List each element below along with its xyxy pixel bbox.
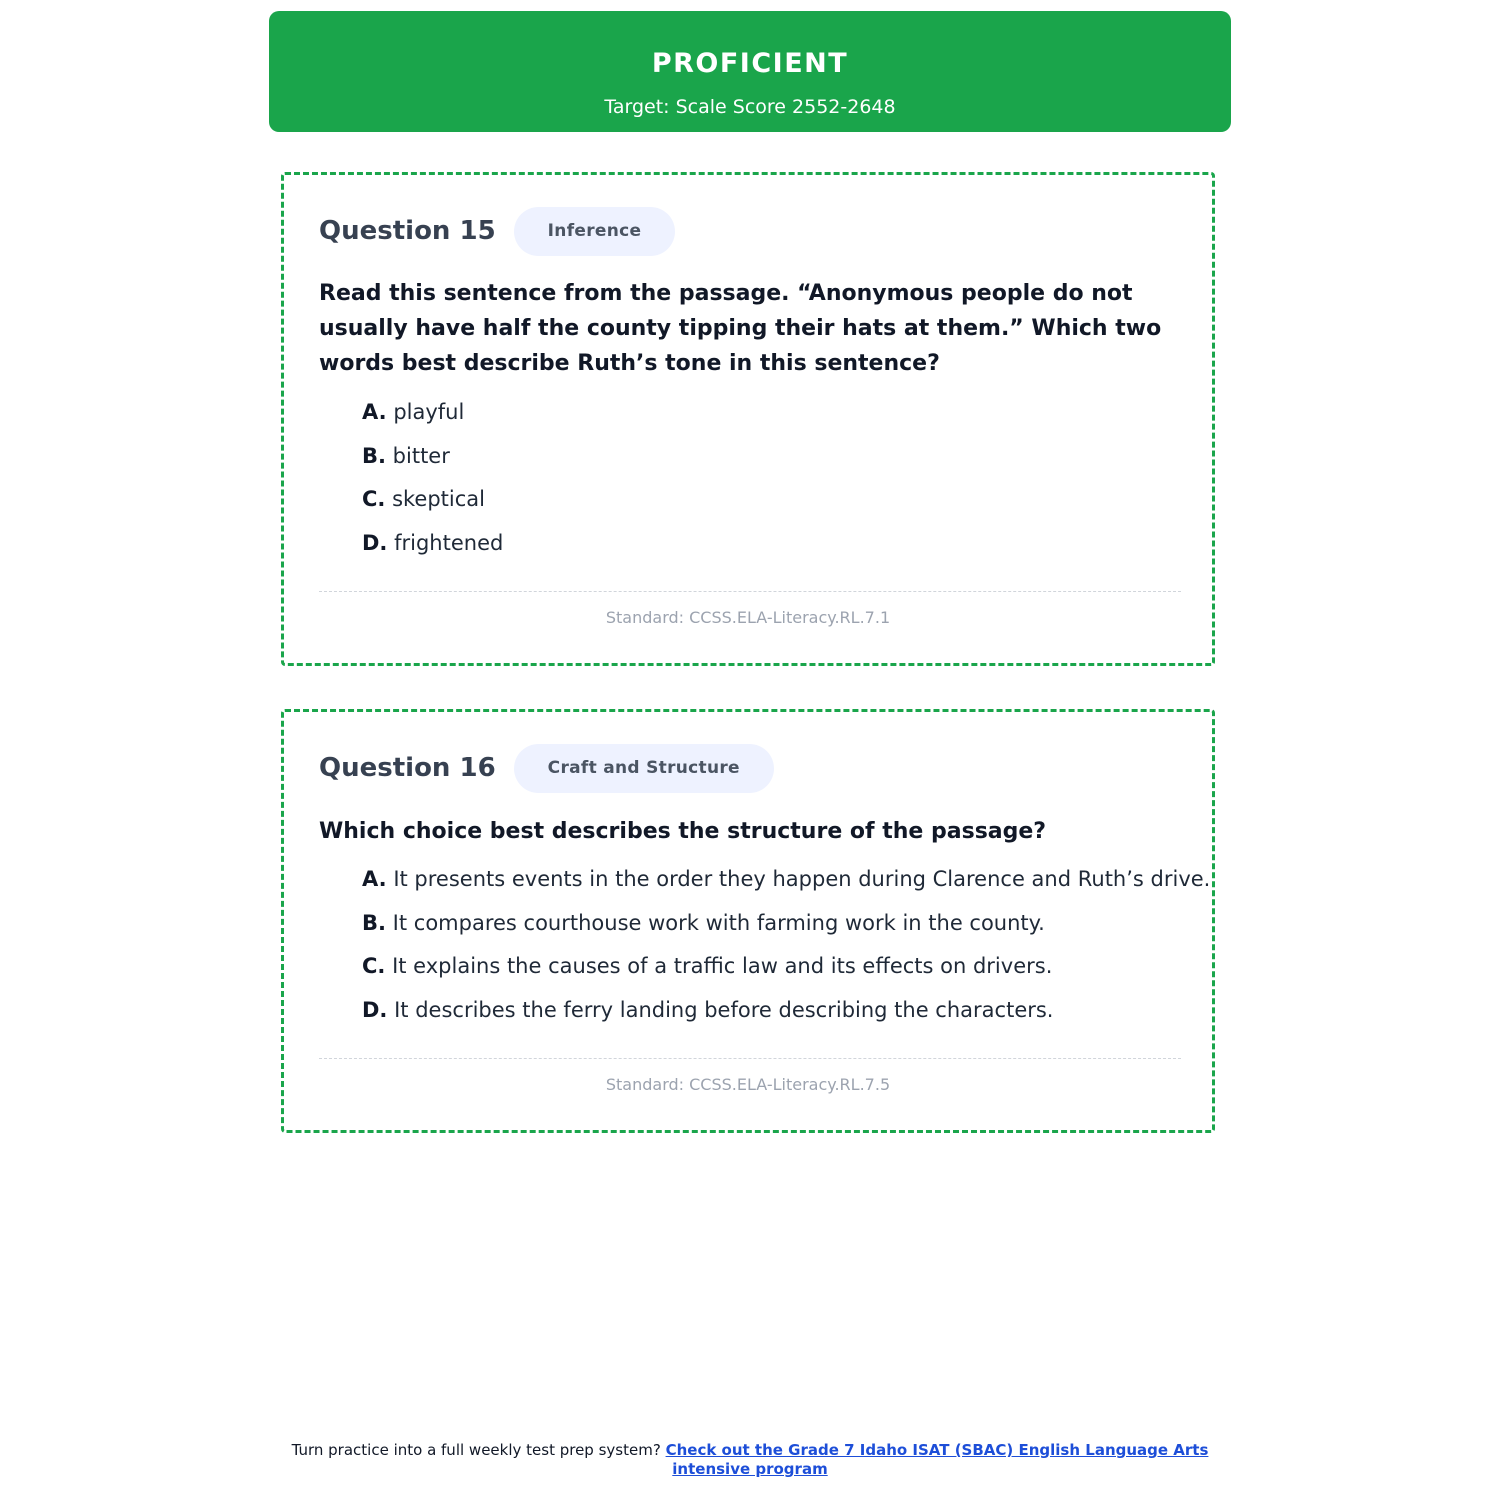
target-score-text: Target: Scale Score 2552-2648 bbox=[604, 96, 896, 118]
question-text: Read this sentence from the passage. “Anonymous people do not usually have half the county tipping their hats at them.” Which two words best describe Ruth’s tone in this sentence? bbox=[319, 281, 1162, 376]
answer-option-a[interactable] bbox=[362, 397, 1192, 441]
question-header bbox=[319, 743, 774, 793]
standard-label: Standard: CCSS.ELA-Literacy.RL.7.1 bbox=[605, 608, 891, 627]
promo-footer bbox=[270, 1441, 1230, 1479]
answer-option-c[interactable] bbox=[362, 484, 1192, 528]
option-letter: A. bbox=[362, 867, 387, 891]
option-text: It explains the causes of a traffic law and its effects on drivers. bbox=[392, 954, 1053, 979]
answer-option-d[interactable] bbox=[362, 995, 1192, 1039]
standard-label: Standard: CCSS.ELA-Literacy.RL.7.5 bbox=[605, 1075, 891, 1094]
level-banner bbox=[269, 11, 1231, 132]
option-text: bitter bbox=[392, 443, 450, 468]
option-text: It presents events in the order they happen during Clarence and Ruth’s drive. bbox=[393, 867, 1211, 891]
question-text: Which choice best describes the structure of the passage? bbox=[319, 819, 1047, 844]
answer-option-b[interactable] bbox=[362, 908, 1192, 952]
option-text: frightened bbox=[394, 531, 504, 556]
program-link[interactable]: Check out the Grade 7 Idaho ISAT (SBAC) English Language Arts intensive program bbox=[665, 1441, 1209, 1478]
question-title: Question 15 bbox=[319, 216, 496, 246]
level-title: PROFICIENT bbox=[651, 48, 849, 79]
option-letter: C. bbox=[362, 954, 386, 979]
divider bbox=[319, 1058, 1181, 1059]
option-letter: C. bbox=[362, 487, 386, 512]
option-letter: D. bbox=[362, 531, 388, 556]
option-text: It compares courthouse work with farming work in the county. bbox=[392, 910, 1045, 935]
option-letter: A. bbox=[362, 400, 387, 424]
option-letter: D. bbox=[362, 998, 388, 1023]
option-text: skeptical bbox=[392, 487, 485, 512]
option-letter: B. bbox=[362, 443, 386, 468]
answer-option-a[interactable] bbox=[362, 864, 1211, 908]
divider bbox=[319, 591, 1181, 592]
answer-option-d[interactable] bbox=[362, 528, 1192, 572]
question-card-15 bbox=[281, 172, 1215, 666]
question-header bbox=[319, 206, 675, 256]
option-letter: B. bbox=[362, 910, 386, 935]
answer-options bbox=[362, 864, 1211, 1039]
answer-options bbox=[362, 397, 1192, 572]
option-text: It describes the ferry landing before describing the characters. bbox=[394, 998, 1054, 1023]
question-title: Question 16 bbox=[319, 753, 496, 783]
question-card-16 bbox=[281, 709, 1215, 1133]
category-tag: Craft and Structure bbox=[514, 744, 774, 793]
answer-option-b[interactable] bbox=[362, 441, 1192, 485]
answer-option-c[interactable] bbox=[362, 951, 1192, 995]
option-text: playful bbox=[393, 400, 465, 424]
promo-text: Turn practice into a full weekly test prep system? bbox=[291, 1441, 661, 1459]
category-tag: Inference bbox=[514, 207, 676, 256]
